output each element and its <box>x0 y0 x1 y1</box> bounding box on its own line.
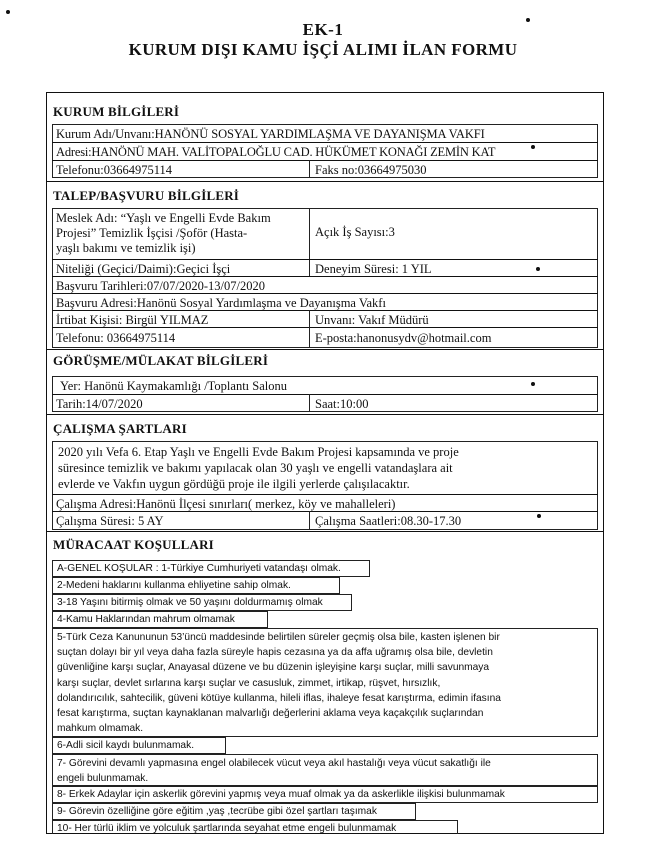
irtibat-unvani: Unvanı: Vakıf Müdürü <box>315 313 429 327</box>
scan-speck <box>537 514 541 518</box>
kosul-5: 5-Türk Ceza Kanununun 53’üncü maddesinde belirtilen süreler geçmiş olsa bile, kasten işlenen bir suçtan dolayı bir yıl veya daha fazla süreyle hapis cezasına ya da affa uğramış olsa bile, devletin güvenliğine karşı suçlar, Anayasal düzene ve bu düzenin işleyişine karşı suçlar, milli savunmaya karşı suçlar, devlet sırlarına karşı suçlar ve casusluk, zimmet, irtikap, rüşvet, hırsızlık, dolandırıcılık, sahtecilik, güveni kötüye kullanma, hileli iflas, ihaleye fesat karıştırma, edimin ifasına fesat karıştırma, suçtan kaynaklanan malvarlığı değerlerini aklama veya kaçakçılık suçlarından mahkum olmamak. <box>52 628 598 737</box>
section-heading-gorusme: GÖRÜŞME/MÜLAKAT BİLGİLERİ <box>53 353 269 368</box>
kosul-4: 4-Kamu Haklarından mahrum olmamak <box>52 611 268 628</box>
basvuru-adresi: Başvuru Adresi:Hanönü Sosyal Yardımlaşma ve Dayanışma Vakfı <box>56 296 386 310</box>
calisma-desc-line2: süresince temizlik ve bakımı yapılacak olan 30 yaşlı ve engelli vatandaşlara ait <box>58 461 453 475</box>
form-title: KURUM DIŞI KAMU İŞÇİ ALIMI İLAN FORMU <box>128 40 518 59</box>
calisma-adresi: Çalışma Adresi:Hanönü İlçesi sınırları( merkez, köy ve mahalleleri) <box>56 497 396 511</box>
kosul-3: 3-18 Yaşını bitirmiş olmak ve 50 yaşını doldurmamış olmak <box>52 594 352 611</box>
kosul-7: 7- Görevini devamlı yapmasına engel olabilecek vücut veya akıl hastalığı veya vücut sakatlığı ile engeli bulunmamak. <box>52 754 598 786</box>
deneyim-suresi: Deneyim Süresi: 1 YIL <box>315 262 432 276</box>
scan-speck <box>536 267 540 271</box>
kosul-9: 9- Görevin özelliğine göre eğitim ,yaş ,tecrübe gibi özel şartları taşımak <box>52 803 416 820</box>
kosul-1: A-GENEL KOŞULAR : 1-Türkiye Cumhuriyeti vatandaşı olmak. <box>52 560 370 577</box>
section-heading-muracaat: MÜRACAAT KOŞULLARI <box>53 537 214 552</box>
gorusme-tarih: Tarih:14/07/2020 <box>56 397 143 411</box>
niteligi: Niteliği (Geçici/Daimi):Geçici İşçi <box>56 262 231 276</box>
gorusme-saat: Saat:10:00 <box>315 397 369 411</box>
kosul-10: 10- Her türlü iklim ve yolculuk şartlarında seyahat etme engeli bulunmamak <box>52 820 458 834</box>
kurum-adi: Kurum Adı/Unvanı:HANÖNÜ SOSYAL YARDIMLAŞMA VE DAYANIŞMA VAKFI <box>56 127 485 141</box>
talep-telefon: Telefonu: 03664975114 <box>56 331 176 345</box>
kurum-adres: Adresi:HANÖNÜ MAH. VALİTOPALOĞLU CAD. HÜKÜMET KONAĞI ZEMİN KAT <box>56 145 496 159</box>
kosul-6: 6-Adli sicil kaydı bulunmamak. <box>52 737 226 754</box>
gorusme-yer: Yer: Hanönü Kaymakamlığı /Toplantı Salonu <box>60 379 287 393</box>
kurum-telefon: Telefonu:03664975114 <box>56 163 173 177</box>
talep-eposta: E-posta:hanonusydv@hotmail.com <box>315 331 492 345</box>
calisma-desc-line1: 2020 yılı Vefa 6. Etap Yaşlı ve Engelli Evde Bakım Projesi kapsamında ve proje <box>58 445 459 459</box>
meslek-adi-line2: Projesi” Temizlik İşçisi /Şoför (Hasta- <box>56 226 248 240</box>
calisma-suresi: Çalışma Süresi: 5 AY <box>56 514 164 528</box>
scan-speck <box>6 10 10 14</box>
form-code: EK-1 <box>302 20 344 39</box>
meslek-adi-line3: yaşlı bakımı ve temizlik işi) <box>56 241 196 255</box>
section-heading-kurum: KURUM BİLGİLERİ <box>53 104 180 119</box>
calisma-saatleri: Çalışma Saatleri:08.30-17.30 <box>315 514 462 528</box>
basvuru-tarihleri: Başvuru Tarihleri:07/07/2020-13/07/2020 <box>56 279 265 293</box>
scan-speck <box>526 18 530 22</box>
acik-is-sayisi: Açık İş Sayısı:3 <box>315 225 395 239</box>
kosul-2: 2-Medeni haklarını kullanma ehliyetine sahip olmak. <box>52 577 340 594</box>
scan-speck <box>531 145 535 149</box>
calisma-desc-line3: evlerde ve Vakfın uygun gördüğü proje ile ilgili yerlerde çalışılacaktır. <box>58 477 410 491</box>
kosul-8: 8- Erkek Adaylar için askerlik görevini yapmış veya muaf olmak ya da askerlikle ilişkisi bulunmamak <box>52 786 598 803</box>
meslek-adi-line1: Meslek Adı: “Yaşlı ve Engelli Evde Bakım <box>56 211 271 225</box>
irtibat-kisisi: İrtibat Kişisi: Birgül YILMAZ <box>56 313 209 327</box>
kurum-faks: Faks no:03664975030 <box>315 163 427 177</box>
section-heading-talep: TALEP/BAŞVURU BİLGİLERİ <box>53 188 240 203</box>
scan-speck <box>531 382 535 386</box>
section-heading-calisma: ÇALIŞMA ŞARTLARI <box>53 421 187 436</box>
